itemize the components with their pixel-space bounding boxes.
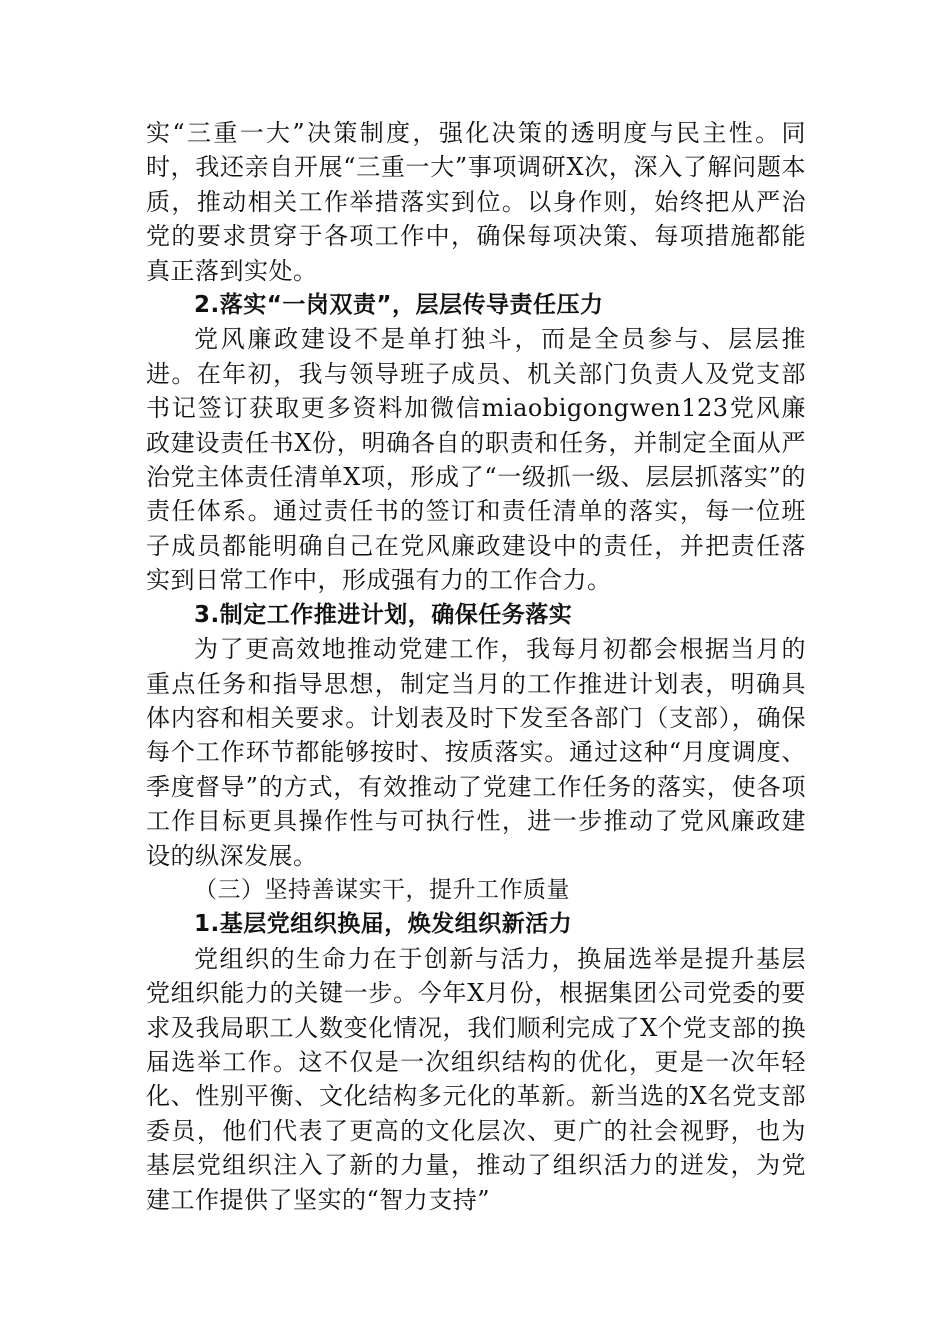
section-heading-1: 1.基层党组织换届，焕发组织新活力	[194, 911, 573, 938]
document-page	[146, 116, 806, 1217]
paragraph-election: 党组织的生命力在于创新与活力，换届选举是提升基层党组织能力的关键一步。今年X月份，根据集团公司党委的要求及我局职工人数变化情况，我们顺利完成了X个党支部的换届选举工作。这不仅是一次组织结构的优化，更是一次年轻化、性别平衡、文化结构多元化的革新。新当选的X名党支部委员，他们代表了更高的文化层次、更广的社会视野，也为基层党组织注入了新的力量，推动了组织活力的迸发，为党建工作提供了坚实的“智力支持”	[146, 944, 806, 1214]
paragraph-work-plan: 为了更高效地推动党建工作，我每月初都会根据当月的重点任务和指导思想，制定当月的工作推进计划表，明确具体内容和相关要求。计划表及时下发至各部门（支部），确保每个工作环节都能够按时、按质落实。通过这种“月度调度、季度督导”的方式，有效推动了党建工作任务的落实，使各项工作目标更具操作性与可执行性，进一步推动了党风廉政建设的纵深发展。	[146, 635, 806, 870]
paragraph-responsibility: 党风廉政建设不是单打独斗，而是全员参与、层层推进。在年初，我与领导班子成员、机关部门负责人及党支部书记签订获取更多资料加微信miaobigongwen123党风廉政建设责任书X份，明确各自的职责和任务，并制定全面从严治党主体责任清单X项，形成了“一级抓一级、层层抓落实”的责任体系。通过责任书的签订和责任清单的落实，每一位班子成员都能明确自己在党风廉政建设中的责任，并把责任落实到日常工作中，形成强有力的工作合力。	[146, 325, 806, 595]
section-heading-3: 3.制定工作推进计划，确保任务落实	[194, 601, 573, 628]
chapter-heading-3: （三）坚持善谋实干，提升工作质量	[194, 876, 570, 903]
section-heading-2: 2.落实“一岗双责”，层层传导责任压力	[194, 292, 604, 319]
paragraph-continued: 实“三重一大”决策制度，强化决策的透明度与民主性。同时，我还亲自开展“三重一大”事项调研X次，深入了解问题本质，推动相关工作举措落实到位。以身作则，始终把从严治党的要求贯穿于各项工作中，确保每项决策、每项措施都能真正落到实处。	[146, 119, 806, 285]
